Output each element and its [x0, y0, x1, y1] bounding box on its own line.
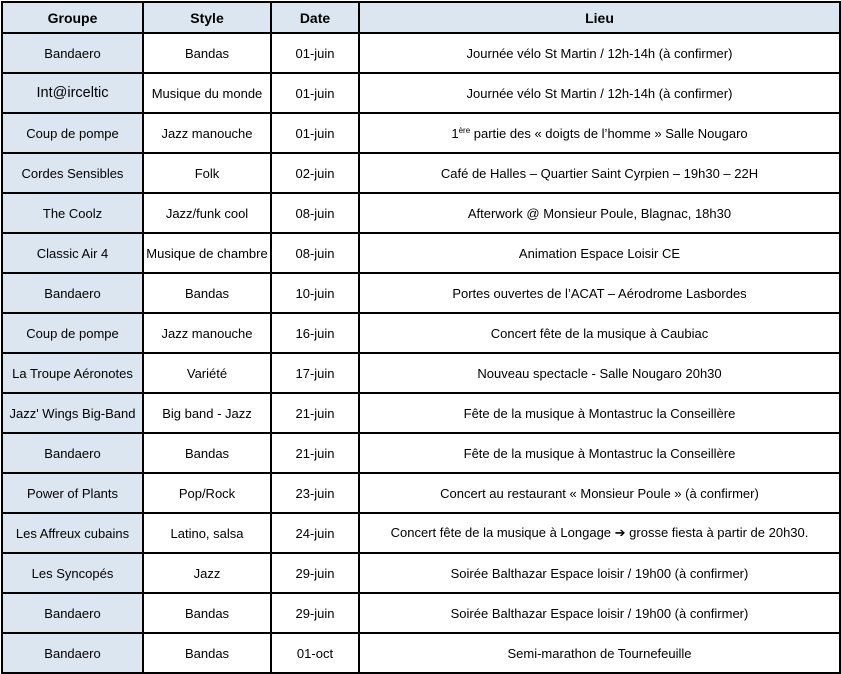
cell-lieu: Afterwork @ Monsieur Poule, Blagnac, 18h30 [359, 193, 840, 233]
header-row [2, 2, 840, 33]
cell-style: Pop/Rock [143, 473, 271, 513]
header-style: Style [143, 2, 271, 33]
cell-date: 01-juin [271, 73, 359, 113]
cell-style: Bandas [143, 593, 271, 633]
cell-date: 02-juin [271, 153, 359, 193]
cell-groupe: La Troupe Aéronotes [2, 353, 143, 393]
cell-style: Jazz/funk cool [143, 193, 271, 233]
table-row [2, 73, 840, 113]
table-row [2, 33, 840, 73]
cell-groupe: Power of Plants [2, 473, 143, 513]
cell-date: 01-juin [271, 33, 359, 73]
cell-style: Bandas [143, 273, 271, 313]
cell-style: Jazz [143, 553, 271, 593]
cell-groupe: Coup de pompe [2, 113, 143, 153]
cell-style: Bandas [143, 433, 271, 473]
cell-groupe: Bandaero [2, 33, 143, 73]
table-row [2, 353, 840, 393]
cell-date: 23-juin [271, 473, 359, 513]
cell-date: 10-juin [271, 273, 359, 313]
cell-style: Jazz manouche [143, 313, 271, 353]
cell-lieu: Animation Espace Loisir CE [359, 233, 840, 273]
table-row [2, 153, 840, 193]
cell-lieu: Soirée Balthazar Espace loisir / 19h00 (à confirmer) [359, 593, 840, 633]
cell-groupe: Les Syncopés [2, 553, 143, 593]
cell-date: 01-juin [271, 113, 359, 153]
table-row [2, 193, 840, 233]
table-row [2, 433, 840, 473]
table-row [2, 593, 840, 633]
cell-groupe: Classic Air 4 [2, 233, 143, 273]
table-row [2, 233, 840, 273]
cell-style: Big band - Jazz [143, 393, 271, 433]
cell-date: 21-juin [271, 433, 359, 473]
cell-date: 24-juin [271, 513, 359, 553]
cell-date: 21-juin [271, 393, 359, 433]
table-row [2, 313, 840, 353]
cell-date: 01-oct [271, 633, 359, 673]
cell-date: 17-juin [271, 353, 359, 393]
cell-style: Variété [143, 353, 271, 393]
cell-groupe: Bandaero [2, 433, 143, 473]
cell-groupe: Coup de pompe [2, 313, 143, 353]
cell-lieu: Portes ouvertes de l’ACAT – Aérodrome Lasbordes [359, 273, 840, 313]
table-row [2, 633, 840, 673]
table-row [2, 393, 840, 433]
cell-style: Folk [143, 153, 271, 193]
cell-lieu [359, 113, 840, 153]
cell-style: Musique de chambre [143, 233, 271, 273]
cell-lieu: Concert fête de la musique à Longage ➔ grosse fiesta à partir de 20h30. [359, 513, 840, 553]
cell-style: Bandas [143, 633, 271, 673]
lieu-ordinal-suffix: ère [458, 125, 471, 135]
cell-groupe: Les Affreux cubains [2, 513, 143, 553]
cell-lieu: Journée vélo St Martin / 12h-14h (à confirmer) [359, 33, 840, 73]
header-lieu: Lieu [359, 2, 840, 33]
cell-groupe: Bandaero [2, 273, 143, 313]
lieu-ordinal-number: 1 [451, 125, 459, 141]
table-row [2, 513, 840, 553]
cell-lieu: Fête de la musique à Montastruc la Conseillère [359, 433, 840, 473]
cell-date: 29-juin [271, 553, 359, 593]
cell-lieu: Concert au restaurant « Monsieur Poule » (à confirmer) [359, 473, 840, 513]
cell-lieu: Soirée Balthazar Espace loisir / 19h00 (à confirmer) [359, 553, 840, 593]
cell-date: 08-juin [271, 193, 359, 233]
header-date: Date [271, 2, 359, 33]
cell-groupe: Bandaero [2, 633, 143, 673]
cell-groupe: Bandaero [2, 593, 143, 633]
table-row [2, 273, 840, 313]
cell-lieu: Journée vélo St Martin / 12h-14h (à confirmer) [359, 73, 840, 113]
cell-lieu: Fête de la musique à Montastruc la Conseillère [359, 393, 840, 433]
cell-date: 16-juin [271, 313, 359, 353]
cell-date: 29-juin [271, 593, 359, 633]
table-row [2, 113, 840, 153]
cell-groupe: Jazz' Wings Big-Band [2, 393, 143, 433]
cell-style: Musique du monde [143, 73, 271, 113]
cell-groupe: The Coolz [2, 193, 143, 233]
table-row [2, 553, 840, 593]
cell-groupe: Int@irceltic [2, 73, 143, 113]
cell-lieu: Café de Halles – Quartier Saint Cyrpien – 19h30 – 22H [359, 153, 840, 193]
lieu-text: partie des « doigts de l’homme » Salle Nougaro [470, 125, 748, 141]
schedule-table [1, 1, 841, 674]
cell-lieu: Semi-marathon de Tournefeuille [359, 633, 840, 673]
cell-style: Jazz manouche [143, 113, 271, 153]
cell-date: 08-juin [271, 233, 359, 273]
header-groupe: Groupe [2, 2, 143, 33]
cell-groupe: Cordes Sensibles [2, 153, 143, 193]
cell-lieu: Concert fête de la musique à Caubiac [359, 313, 840, 353]
cell-style: Latino, salsa [143, 513, 271, 553]
cell-style: Bandas [143, 33, 271, 73]
cell-lieu: Nouveau spectacle - Salle Nougaro 20h30 [359, 353, 840, 393]
table-row [2, 473, 840, 513]
